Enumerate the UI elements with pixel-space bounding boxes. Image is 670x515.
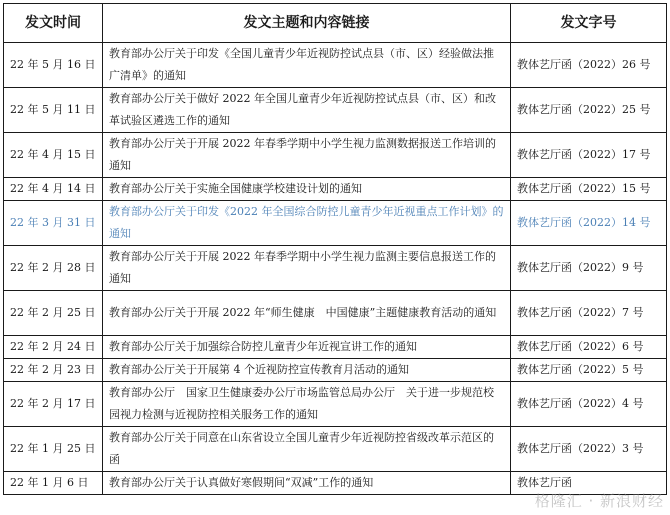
row-title-link[interactable]: 教育部办公厅关于开展 2022 年春季学期中小学生视力监测主要信息报送工作的通知 [103,246,511,291]
row-code: 教体艺厅函（2022）3 号 [511,427,667,472]
row-code: 教体艺厅函（2022）5 号 [511,359,667,382]
row-date: 22 年 1 月 6 日 [4,472,103,495]
table-row [4,88,667,133]
row-title-link[interactable]: 教育部办公厅关于加强综合防控儿童青少年近视宣讲工作的通知 [103,336,511,359]
table-row [4,133,667,178]
row-date: 22 年 2 月 25 日 [4,291,103,336]
row-date: 22 年 4 月 14 日 [4,178,103,201]
row-code: 教体艺厅函（2022）26 号 [511,43,667,88]
header-date: 发文时间 [4,4,103,43]
row-title-link[interactable]: 教育部办公厅关于同意在山东省设立全国儿童青少年近视防控省级改革示范区的函 [103,427,511,472]
table-row [4,336,667,359]
table-row [4,246,667,291]
row-title-link[interactable]: 教育部办公厅关于做好 2022 年全国儿童青少年近视防控试点县（市、区）和改革试验区遴选工作的通知 [103,88,511,133]
row-date: 22 年 3 月 31 日 [4,201,103,246]
row-code: 教体艺厅函（2022）6 号 [511,336,667,359]
row-date: 22 年 2 月 28 日 [4,246,103,291]
row-date: 22 年 2 月 24 日 [4,336,103,359]
row-code: 教体艺厅函（2022）17 号 [511,133,667,178]
row-date: 22 年 2 月 23 日 [4,359,103,382]
watermark: 格隆汇 · 新浪财经 [534,492,664,510]
row-code: 教体艺厅函（2022）9 号 [511,246,667,291]
row-code: 教体艺厅函 [511,472,667,495]
document-table [3,3,667,495]
table-row-highlighted [4,201,667,246]
row-title-link[interactable]: 教育部办公厅关于实施全国健康学校建设计划的通知 [103,178,511,201]
row-date: 22 年 5 月 16 日 [4,43,103,88]
row-title-link[interactable]: 教育部办公厅关于印发《2022 年全国综合防控儿童青少年近视重点工作计划》的通知 [103,201,511,246]
row-title-link[interactable]: 教育部办公厅关于开展第 4 个近视防控宣传教育月活动的通知 [103,359,511,382]
row-code: 教体艺厅函（2022）15 号 [511,178,667,201]
row-date: 22 年 5 月 11 日 [4,88,103,133]
row-code: 教体艺厅函（2022）14 号 [511,201,667,246]
row-date: 22 年 1 月 25 日 [4,427,103,472]
row-date: 22 年 2 月 17 日 [4,382,103,427]
row-code: 教体艺厅函（2022）4 号 [511,382,667,427]
table-row [4,382,667,427]
row-title-link[interactable]: 教育部办公厅关于印发《全国儿童青少年近视防控试点县（市、区）经验做法推广清单》的通知 [103,43,511,88]
header-title: 发文主题和内容链接 [103,4,511,43]
table-row [4,178,667,201]
table-row [4,427,667,472]
row-title-link[interactable]: 教育部办公厅关于开展 2022 年春季学期中小学生视力监测数据报送工作培训的通知 [103,133,511,178]
row-code: 教体艺厅函（2022）25 号 [511,88,667,133]
row-title-link[interactable]: 教育部办公厅关于认真做好寒假期间“双减”工作的通知 [103,472,511,495]
row-date: 22 年 4 月 15 日 [4,133,103,178]
header-code: 发文字号 [511,4,667,43]
row-title-link[interactable]: 教育部办公厅 国家卫生健康委办公厅市场监管总局办公厅 关于进一步规范校园视力检测与近视防控相关服务工作的通知 [103,382,511,427]
row-title-link[interactable]: 教育部办公厅关于开展 2022 年“师生健康 中国健康”主题健康教育活动的通知 [103,291,511,336]
table-row [4,291,667,336]
table-header-row [4,4,667,43]
row-code: 教体艺厅函（2022）7 号 [511,291,667,336]
table-row [4,359,667,382]
table-row [4,43,667,88]
